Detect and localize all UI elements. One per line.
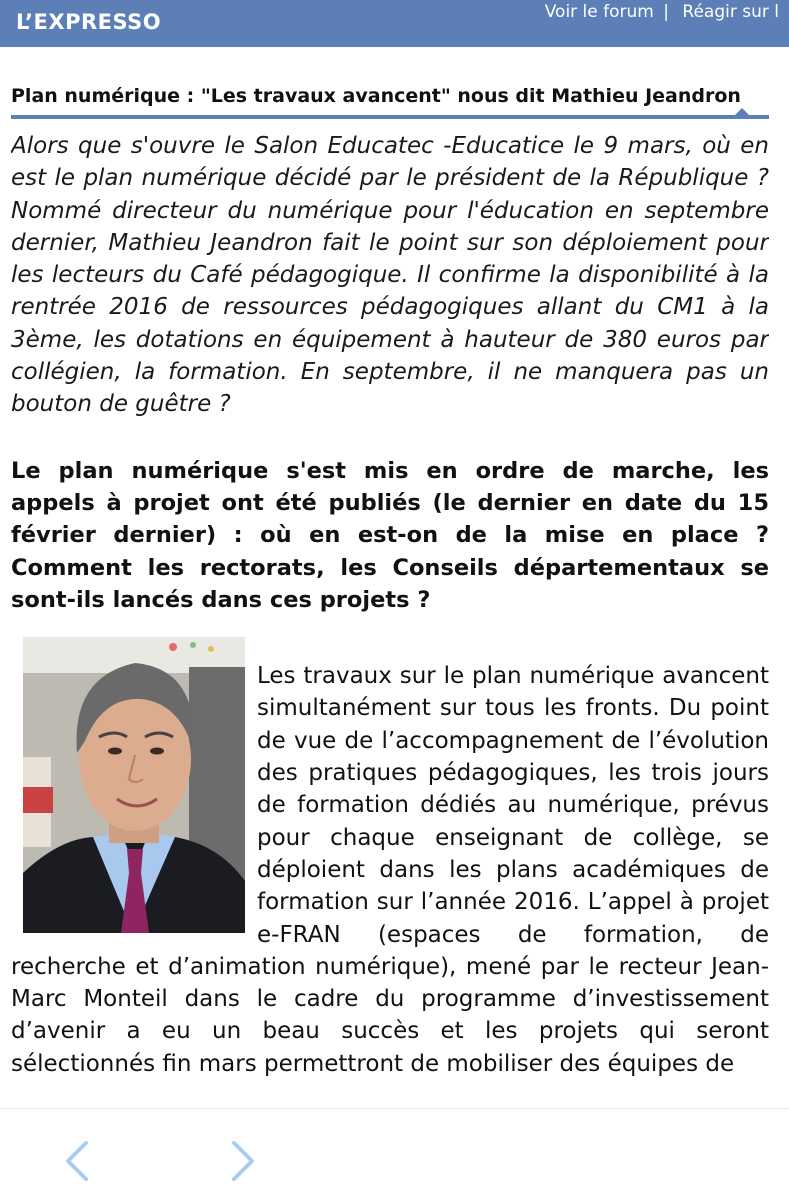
article-intro: Alors que s'ouvre le Salon Educatec -Educatice le 9 mars, où en est le plan numérique décidé par le président de la République ? Nommé directeur du numérique pour l'éducation en septembre dernier, Mathieu Jeandron fait le point sur son déploiement pour les lecteurs du Café pédagogique. Il confirme la disponibilité à la rentrée 2016 de ressources pédagogiques allant du CM1 à la 3ème, les dotations en équipement à hauteur de 380 euros par collégien, la formation. En septembre, il ne manquera pas un bouton de guêtre ? (11, 133, 769, 418)
previous-button[interactable] (58, 1139, 98, 1183)
article-lead: Le plan numérique s'est mis en ordre de marche, les appels à projet ont été publiés (le dernier en date du 15 février dernier) : où en est-on de la mise en place ? Comment les rectorats, les Conseils départementaux se sont-ils lancés dans ces projets ? (11, 457, 769, 613)
react-link[interactable]: Réagir sur l (682, 2, 779, 22)
chevron-right-icon (222, 1139, 262, 1183)
app-header (0, 0, 789, 47)
link-separator: | (663, 2, 669, 22)
article-content[interactable] (11, 130, 769, 1108)
portrait-photo (23, 637, 245, 933)
article-body: Les travaux sur le plan numérique avancent simultanément sur tous les fronts. Du point de vue de l’accompagnement de l’évolution des pratiques pédagogiques, les trois jours de formation dédiés au numérique, prévus pour chaque enseignant de collège, se déploient dans les plans académiques de formation sur l’année 2016. L’appel à projet e-FRAN (espaces de formation, de recherche et d’animation numérique), mené par le recteur Jean-Marc Monteil dans le cadre du programme d’investissement d’avenir a eu un beau succès et les projets qui seront sélectionnés fin mars permettront de mobiliser des équipes de (11, 663, 769, 1077)
bottom-nav-bar (0, 1108, 789, 1201)
title-divider (11, 115, 769, 119)
title-divider-notch (735, 108, 749, 115)
header-links (545, 2, 779, 22)
brand-logo[interactable]: L’EXPRESSO (16, 10, 162, 34)
next-button[interactable] (222, 1139, 262, 1183)
article-title: Plan numérique : "Les travaux avancent" nous dit Mathieu Jeandron (11, 85, 741, 107)
chevron-left-icon (58, 1139, 98, 1183)
forum-link[interactable]: Voir le forum (544, 2, 654, 22)
